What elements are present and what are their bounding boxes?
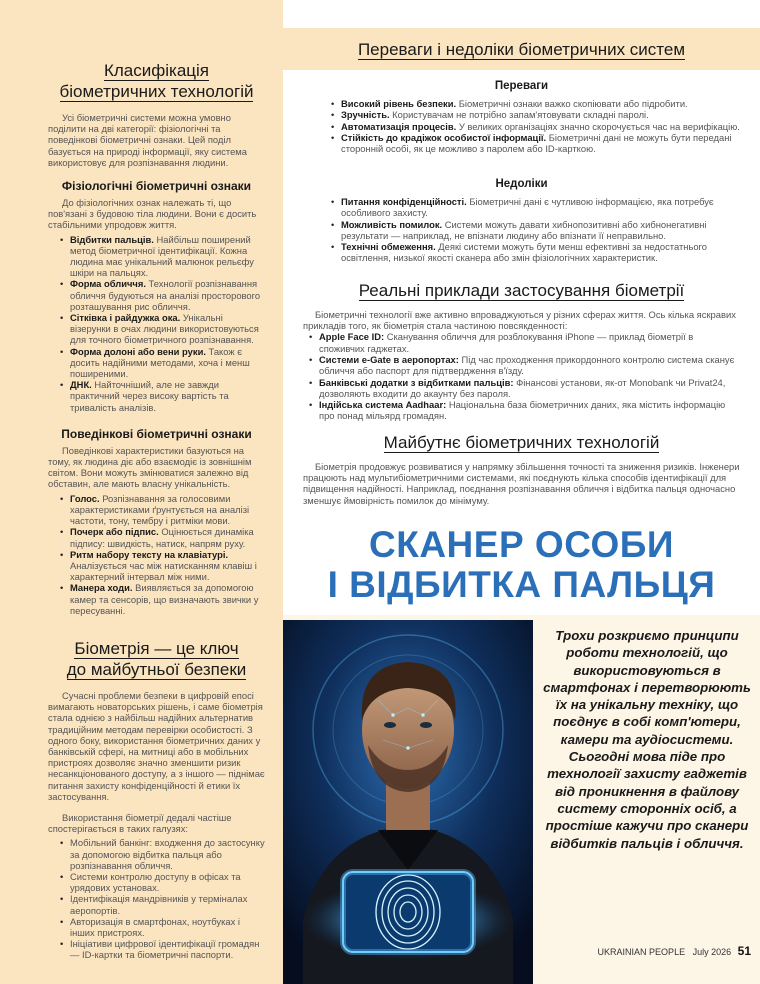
future-title: Майбутнє біометричних технологій [383, 433, 660, 452]
classification-title-line1: Класифікація [103, 61, 210, 80]
biometric-portrait-image [283, 620, 533, 984]
pros-list-item: • Зручність. Користувачам не потрібно запам'ятовувати складні паролі. [331, 109, 740, 120]
cons-list-item: • Питання конфіденційності. Біометричні дані є чутливою інформацією, яка потребує особливого захисту. [331, 196, 740, 219]
behav-list-item: • Почерк або підпис. Оцінюється динаміка підпису: швидкість, натиск, напрям руху. [60, 526, 265, 548]
future-key-title-line2: до майбутньої безпеки [66, 659, 247, 679]
usage-list-item: • Мобільний банкінг: входження до застосунку за допомогою відбитка пальця або розпізнавання обличчя. [60, 837, 265, 871]
behav-list-item: • Манера ходи. Виявляється за допомогою камер та сенсорів, що визначають звички у пересуванні. [60, 582, 265, 616]
future-key-p2: Використання біометрії дедалі частіше спостерігається в таких галузях: [48, 811, 232, 835]
future-key-title [48, 638, 265, 680]
page-number: 51 [737, 944, 751, 958]
pros-list-item: • Автоматизація процесів. У великих організаціях значно скорочується час на верифікацію. [331, 121, 740, 132]
behav-list-item: • Голос. Розпізнавання за голосовими характеристиками ґрунтується на аналізі частоти, тону, тембру і ритміки мови. [60, 493, 265, 527]
cons-title: Недоліки [495, 178, 548, 190]
intro-quote: Трохи розкриємо принципи роботи технологій, що використовуються в смартфонах і перетворюють їх на унікальну техніку, що поєднує в собі комп'ютери, камери та аудіосистеми. Сьогодні мова піде про технології захисту гаджетів від проникнення в файлову систему сторонніх осіб, а простіше кажучи про сканери відбитків пальців і обличчя. [543, 628, 751, 851]
headline-line2: І ВІДБИТКА ПАЛЬЦЯ [327, 564, 716, 605]
examples-intro: Біометричні технології вже активно впроваджуються у різних сферах життя. Ось кілька яскравих прикладів того, як біометрія стала частиною повсякденності: [303, 309, 736, 332]
page-footer [541, 944, 751, 958]
footer-date: July 2026 [692, 947, 732, 957]
classification-title [48, 60, 265, 102]
future-key-p1: Сучасні проблеми безпеки в цифровій епосі вимагають новаторських рішень, і саме біометрія стала однією з найбільш надійних альтернатив традиційним методам перевірки особистості. З одного боку, використання біометричних даних у банківській сфері, на митниці або в мобільних пристроях дозволяє значно зменшити ризик несанкціонованого доступу, а з іншого — піднімає питання захисту конфіденційності й етики їх застосування. [48, 689, 265, 802]
behav-title: Поведінкові біометричні ознаки [61, 426, 252, 441]
future-block [303, 432, 740, 506]
cons-block [303, 178, 740, 264]
examples-list-item: • Банківські додатки з відбитками пальців: Фінансові установи, як-от Monobank чи Privat24, дозволяють входити до акаунту без пароля. [309, 377, 740, 400]
examples-list-item: • Apple Face ID: Сканування обличчя для розблокування iPhone — приклад біометрії в споживчих гаджетах. [309, 331, 740, 354]
portrait-illustration [283, 620, 533, 984]
usage-list [60, 837, 265, 960]
content-white-box [283, 70, 760, 615]
cons-list [331, 196, 740, 264]
physio-list-item: • ДНК. Найточніший, але не завжди практичний через високу вартість та тривалість аналізів. [60, 379, 265, 413]
pros-cons-title: Переваги і недоліки біометричних систем [357, 40, 686, 59]
physio-list-item: • Відбитки пальців. Найбільш поширений метод біометричної ідентифікації. Кожна людина має унікальний малюнок рельєфу шкіри на пальцях. [60, 234, 265, 279]
behav-intro: Поведінкові характеристики базуються на тому, як людина діє або взаємодіє із зовнішнім світом. Вони можуть змінюватися залежно від обставин, але мають власну унікальність. [48, 444, 252, 490]
examples-list-item: • Системи e-Gate в аеропортах: Під час проходження прикордонного контролю система сканує обличчя або паспорт для підтвердження в'їзду. [309, 354, 740, 377]
physio-title: Фізіологічні біометричні ознаки [61, 179, 252, 194]
examples-block [303, 280, 740, 422]
examples-list [309, 331, 740, 421]
classification-title-line2: біометричних технологій [59, 82, 254, 101]
physio-intro: До фізіологічних ознак належать ті, що пов'язані з будовою тіла людини. Вони є досить стабільними упродовж життя. [48, 197, 257, 231]
cons-list-item: • Технічні обмеження. Деякі системи можуть бути менш ефективні за недостатнього освітлення, низької якості сканера або змін фізіологічних характеристик. [331, 241, 740, 264]
usage-list-item: • Ідентифікація мандрівників у терміналах аеропортів. [60, 893, 265, 915]
behav-list [60, 493, 265, 616]
pros-list-item: • Стійкість до крадіжок особистої інформації. Біометричні дані не можуть бути передані сторонній особі, як це можливо з паролем або ID-карткою. [331, 132, 740, 155]
behav-list-item: • Ритм набору тексту на клавіатурі. Аналізується час між натисканням клавіш і характерний інтервал між ними. [60, 549, 265, 583]
classification-intro: Усі біометричні системи можна умовно поділити на дві категорії: фізіологічні та поведінкові біометричні ознаки. Цей поділ базується на природі інформації, яку система використовує для розпізнавання людини. [48, 112, 247, 168]
examples-list-item: • Індійська система Aadhaar: Національна база біометричних даних, яка містить інформацію про понад мільярд громадян. [309, 399, 740, 422]
physio-list-item: • Форма обличчя. Технології розпізнавання обличчя будуються на аналізі просторового розташування рис обличчя. [60, 278, 265, 312]
cons-list-item: • Можливість помилок. Системи можуть давати хибнопозитивні або хибнонегативні результати — наприклад, не впізнати людину або впізнати її неправильно. [331, 219, 740, 242]
pros-title: Переваги [494, 80, 549, 92]
future-key-title-line1: Біометрія — це ключ [74, 638, 239, 658]
usage-list-item: • Системи контролю доступу в офісах та урядових установах. [60, 871, 265, 893]
headline [283, 525, 760, 605]
headline-line1: СКАНЕР ОСОБИ [369, 524, 674, 565]
usage-list-item: • Ініціативи цифрової ідентифікації громадян — ID-картки та біометричні паспорти. [60, 938, 265, 960]
physio-list-item: • Сітківка і райдужка ока. Унікальні візерунки в очах людини використовуються для точного біометричного розпізнавання. [60, 312, 265, 346]
pros-list [331, 98, 740, 154]
pros-cons-band [283, 28, 760, 70]
left-column [0, 0, 283, 984]
physio-list [60, 234, 265, 413]
footer-magazine: UKRAINIAN PEOPLE [597, 947, 686, 957]
pros-list-item: • Високий рівень безпеки. Біометричні ознаки важко скопіювати або підробити. [331, 98, 740, 109]
examples-title: Реальні приклади застосування біометрії [358, 281, 685, 300]
usage-list-item: • Авторизація в смартфонах, ноутбуках і інших пристроях. [60, 916, 265, 938]
pros-block [303, 80, 740, 154]
top-white-bar [283, 0, 760, 28]
physio-list-item: • Форма долоні або вени руки. Також є досить надійними методами, хоча і менш поширеними. [60, 346, 265, 380]
left-column-content [0, 0, 283, 961]
future-text: Біометрія продовжує розвиватися у напрямку збільшення точності та зниження ризиків. Інженери працюють над мультибіометричними системами, які поєднують кілька способів ідентифікації для підвищення надійності. Наприклад, поєднання розпізнавання обличчя і відбитка пальця одночасно зменшує ймовірність помилок до мінімуму. [303, 461, 740, 506]
